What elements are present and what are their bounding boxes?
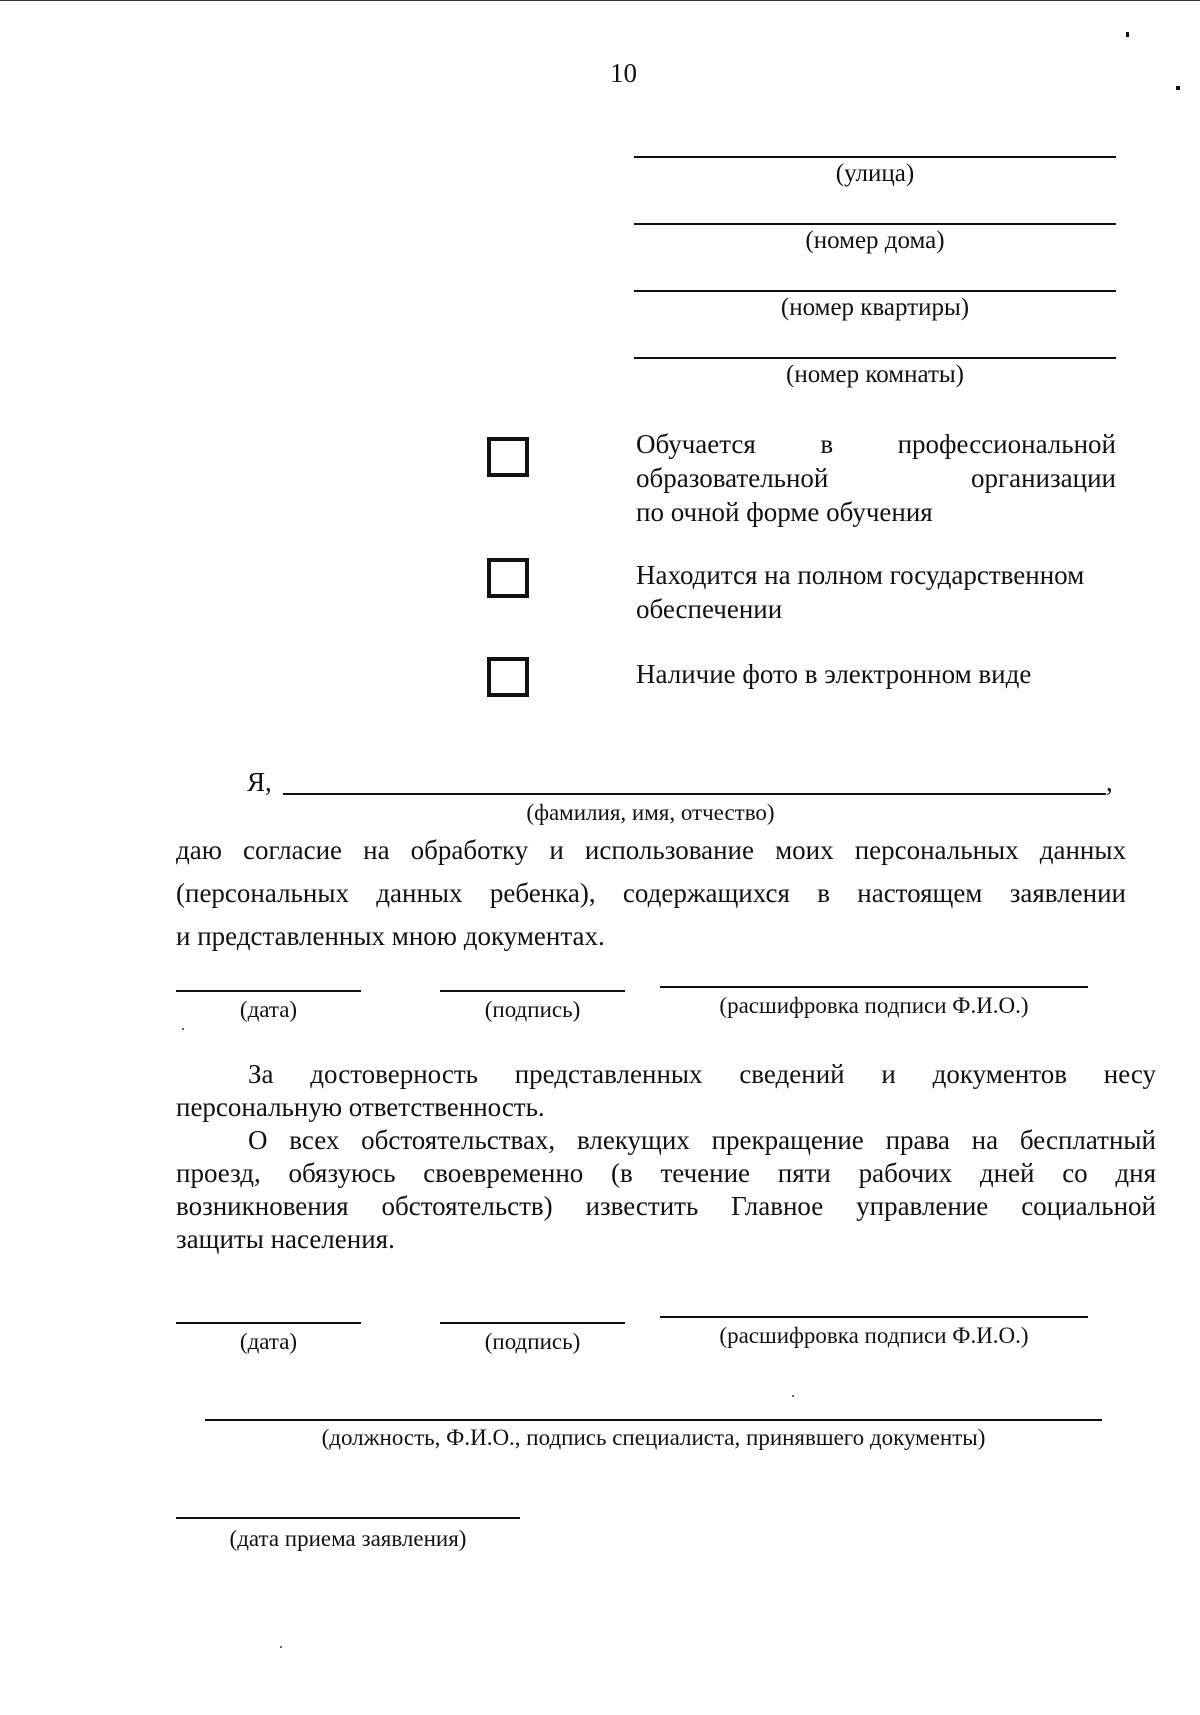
responsibility-line: О всех обстоятельствах, влекущих прекращение права на бесплатный xyxy=(248,1125,1156,1155)
page-number: 10 xyxy=(610,58,637,88)
scan-speck xyxy=(1176,86,1180,90)
signature-line-2 xyxy=(440,1322,625,1324)
date-line-1 xyxy=(176,990,361,992)
responsibility-paragraph-1 xyxy=(176,1058,1156,1124)
apartment-number-caption: (номер квартиры) xyxy=(780,294,970,321)
responsibility-line: персональную ответственность. xyxy=(176,1092,545,1122)
house-number-line xyxy=(634,223,1116,225)
checkbox-label-line: Обучается в профессиональной xyxy=(636,429,1116,459)
consent-prefix: Я, xyxy=(247,767,272,797)
room-number-line xyxy=(634,357,1116,359)
signature-decoding-caption-2: (расшифровка подписи Ф.И.О.) xyxy=(719,1323,1029,1348)
full-name-line xyxy=(283,793,1106,795)
electronic-photo-checkbox-label xyxy=(636,657,1116,691)
scan-speck xyxy=(1126,32,1129,37)
house-number-caption: (номер дома) xyxy=(805,227,945,254)
responsibility-line: проезд, обязуюсь своевременно (в течение пяти рабочих дней со дня xyxy=(176,1158,1156,1188)
receipt-date-caption: (дата приема заявления) xyxy=(229,1526,467,1551)
signature-caption-1: (подпись) xyxy=(484,997,581,1022)
scan-speck xyxy=(280,1646,282,1648)
signature-caption-2: (подпись) xyxy=(484,1329,581,1354)
electronic-photo-checkbox[interactable] xyxy=(487,657,529,697)
scan-top-edge xyxy=(0,0,1200,1)
signature-decoding-line-1 xyxy=(660,986,1088,988)
full-name-caption: (фамилия, имя, отчество) xyxy=(526,800,775,825)
street-line xyxy=(634,156,1116,158)
checkbox-label-line: обеспечении xyxy=(636,594,783,624)
date-line-2 xyxy=(176,1322,361,1324)
checkbox-label-line: Находится на полном государственном xyxy=(636,560,1085,590)
specialist-line xyxy=(205,1419,1102,1421)
responsibility-paragraph-2 xyxy=(176,1124,1156,1256)
student-checkbox[interactable] xyxy=(487,437,529,477)
checkbox-label-line: Наличие фото в электронном виде xyxy=(636,659,1032,689)
date-caption-1: (дата) xyxy=(239,997,298,1022)
responsibility-line: защиты населения. xyxy=(176,1224,395,1254)
room-number-caption: (номер комнаты) xyxy=(786,361,964,388)
signature-decoding-caption-1: (расшифровка подписи Ф.И.О.) xyxy=(719,993,1029,1018)
consent-text xyxy=(176,829,1126,958)
signature-line-1 xyxy=(440,990,625,992)
checkbox-label-line: образовательной организации xyxy=(636,463,1116,493)
date-caption-2: (дата) xyxy=(239,1329,298,1354)
student-checkbox-label xyxy=(636,427,1116,529)
state-support-checkbox-label xyxy=(636,558,1126,626)
consent-line: и представленных мною документах. xyxy=(176,921,605,951)
specialist-caption: (должность, Ф.И.О., подпись специалиста, принявшего документы) xyxy=(321,1425,986,1450)
responsibility-line: возникновения обстоятельств) известить Главное управление социальной xyxy=(176,1191,1156,1221)
consent-line: даю согласие на обработку и использование моих персональных данных xyxy=(176,835,1126,865)
apartment-number-line xyxy=(634,290,1116,292)
checkbox-label-line: по очной форме обучения xyxy=(636,497,933,527)
signature-decoding-line-2 xyxy=(660,1316,1088,1318)
scan-speck xyxy=(792,1395,794,1397)
responsibility-line: За достоверность представленных сведений и документов несу xyxy=(248,1059,1156,1089)
state-support-checkbox[interactable] xyxy=(487,558,529,598)
consent-line: (персональных данных ребенка), содержащихся в настоящем заявлении xyxy=(176,878,1126,908)
consent-suffix: , xyxy=(1106,767,1113,797)
receipt-date-line xyxy=(176,1517,520,1519)
street-caption: (улица) xyxy=(835,160,915,187)
scan-speck xyxy=(182,1028,184,1030)
